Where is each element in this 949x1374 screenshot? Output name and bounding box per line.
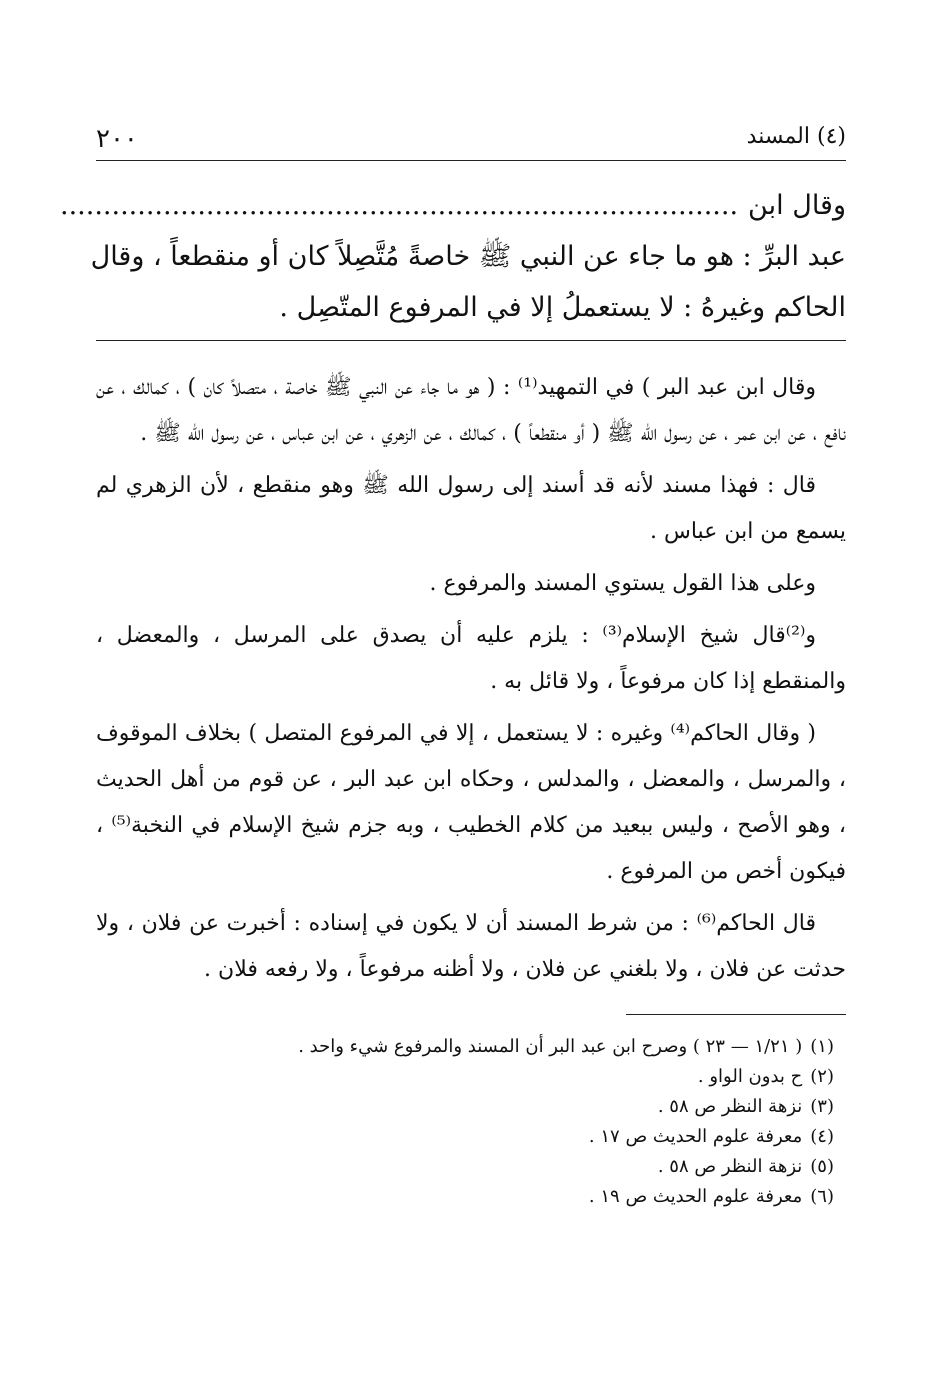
- footnote-1: [96, 1032, 834, 1062]
- footnote-text: نزهة النظر ص ٥٨ .: [657, 1096, 803, 1117]
- footnotes: [96, 1032, 834, 1212]
- footnote-divider: [626, 1014, 846, 1015]
- footnote-3: [96, 1092, 834, 1122]
- page-number: ٢٠٠: [96, 124, 138, 154]
- header-divider: [96, 160, 846, 161]
- footnote-number: (٢): [810, 1066, 834, 1087]
- matn-dots: ...............................................................................: [60, 190, 739, 221]
- matn-line-1-text: وقال ابن: [748, 190, 846, 221]
- commentary-text: [96, 365, 846, 999]
- commentary-paragraph-5: ( وقال الحاكم⁽⁴⁾ وغيره : لا يستعمل ، إلا في المرفوع المتصل ) بخلاف الموقوف ، والمرسل ، والمعضل ، والمدلس ، وحكاه ابن عبد البر ، عن قوم من أهل الحديث ، وهو الأصح ، وليس ببعيد من كلام الخطيب ، وبه جزم شيخ الإسلام في النخبة⁽⁵⁾ ، فيكون أخص من المرفوع .: [96, 721, 847, 884]
- footnote-number: (٦): [810, 1186, 834, 1207]
- commentary-paragraph-6: قال الحاكم⁽⁶⁾ : من شرط المسند أن لا يكون في إسناده : أخبرت عن فلان ، ولا حدثت عن فلان ، ولا بلغني عن فلان ، ولا أظنه مرفوعاً ، ولا رفعه فلان .: [96, 911, 846, 982]
- matn-line-1: [60, 180, 846, 231]
- footnote-text: معرفة علوم الحديث ص ١٧ .: [588, 1126, 803, 1147]
- footnote-number: (٥): [810, 1156, 834, 1177]
- footnote-text: معرفة علوم الحديث ص ١٩ .: [588, 1186, 803, 1207]
- matn-divider: [96, 340, 846, 341]
- footnote-number: (٣): [810, 1096, 834, 1117]
- matn-text: [60, 180, 846, 333]
- footnote-text: ( ١/٢١ — ٢٣ ) وصرح ابن عبد البر أن المسند والمرفوع شيء واحد .: [298, 1036, 803, 1057]
- footnote-number: (٤): [810, 1126, 834, 1147]
- commentary-paragraph-4: و⁽²⁾قال شيخ الإسلام⁽³⁾ : يلزم عليه أن يصدق على المرسل ، والمعضل ، والمنقطع إذا كان مرفوعاً ، ولا قائل به .: [96, 623, 846, 694]
- matn-line-2: عبد البرِّ : هو ما جاء عن النبي ﷺ خاصةً مُتَّصِلاً كان أو منقطعاً ، وقال: [90, 241, 846, 272]
- footnote-4: [96, 1122, 834, 1152]
- footnote-5: [96, 1152, 834, 1182]
- commentary-paragraph-1: وقال ابن عبد البر ) في التمهيد⁽¹⁾ : ( هو ما جاء عن النبي ﷺ خاصة ، متصلاً كان ) ، كمالك ، عن نافع ، عن ابن عمر ، عن رسول الله ﷺ ( أو منقطعاً ) ، كمالك ، عن الزهري ، عن ابن عباس ، عن رسول الله ﷺ .: [96, 375, 846, 446]
- matn-line-3: الحاكم وغيرهُ : لا يستعملُ إلا في المرفوع المتّصِل .: [279, 292, 846, 323]
- commentary-paragraph-3: وعلى هذا القول يستوي المسند والمرفوع .: [429, 571, 816, 596]
- footnote-6: [96, 1182, 834, 1212]
- footnote-text: نزهة النظر ص ٥٨ .: [657, 1156, 803, 1177]
- footnote-number: (١): [810, 1036, 834, 1057]
- footnote-2: [96, 1062, 834, 1092]
- footnote-text: ح بدون الواو .: [697, 1066, 803, 1087]
- page-header: [96, 120, 846, 160]
- section-title: (٤) المسند: [746, 124, 846, 149]
- commentary-paragraph-2: قال : فهذا مسند لأنه قد أسند إلى رسول الله ﷺ وهو منقطع ، لأن الزهري لم يسمع من ابن عباس .: [96, 473, 846, 544]
